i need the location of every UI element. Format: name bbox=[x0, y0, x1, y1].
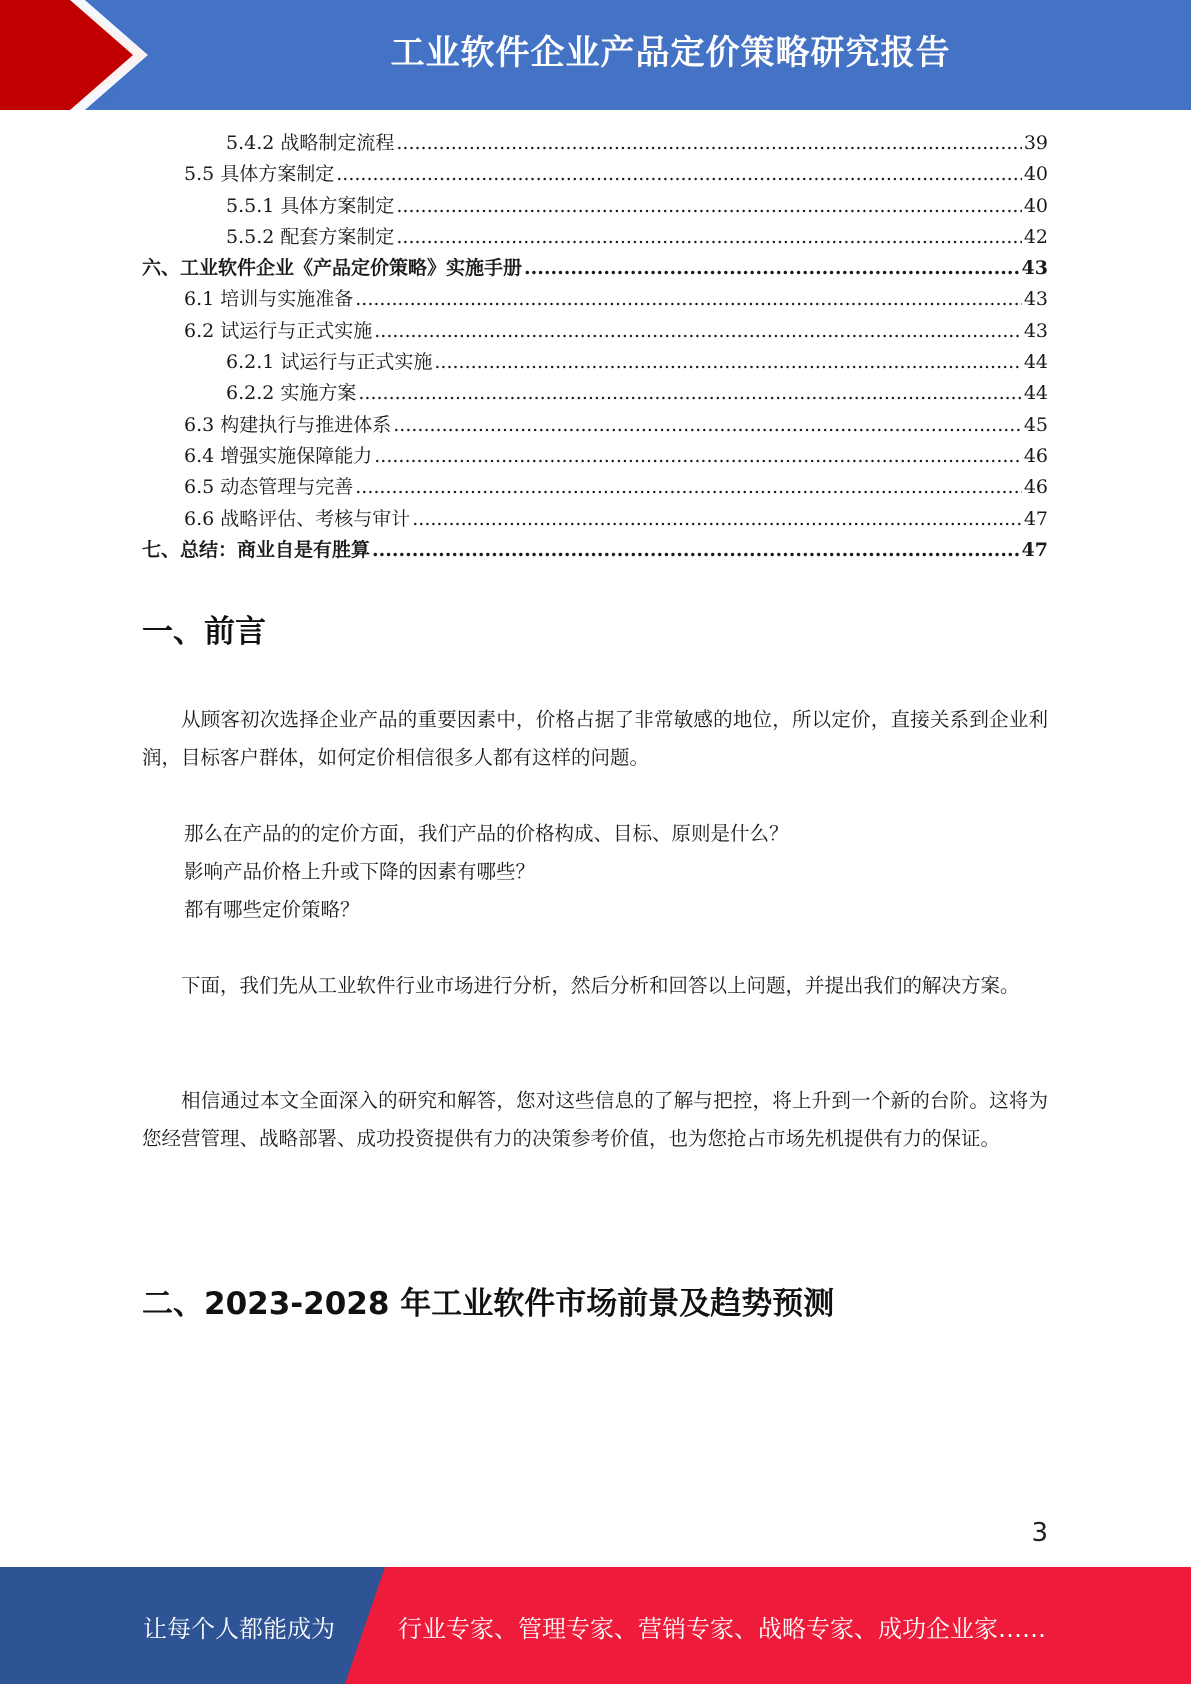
toc-leader-dots bbox=[396, 226, 1021, 248]
toc-entry[interactable] bbox=[142, 472, 1048, 503]
footer-slogan-right: 行业专家、管理专家、营销专家、战略专家、成功企业家…… bbox=[398, 1615, 1046, 1643]
toc-leader-dots bbox=[396, 195, 1021, 217]
toc-entry-page: 44 bbox=[1023, 382, 1048, 405]
toc-entry[interactable] bbox=[142, 191, 1048, 222]
footer-banner bbox=[0, 1567, 1191, 1684]
toc-leader-dots bbox=[412, 508, 1022, 530]
toc-entry[interactable] bbox=[142, 410, 1048, 441]
toc-leader-dots bbox=[396, 132, 1021, 154]
header-banner bbox=[0, 0, 1191, 110]
header-arrow-icon bbox=[0, 0, 160, 110]
toc-entry-label: 5.5.1 具体方案制定 bbox=[226, 194, 395, 217]
toc-leader-dots bbox=[355, 476, 1022, 498]
toc-entry-label: 6.5 动态管理与完善 bbox=[184, 476, 354, 499]
toc-entry-label: 6.3 构建执行与推进体系 bbox=[184, 413, 392, 436]
toc-entry-page: 43 bbox=[1023, 288, 1048, 311]
toc-entry-label: 6.1 培训与实施准备 bbox=[184, 288, 354, 311]
paragraph-approach: 下面，我们先从工业软件行业市场进行分析，然后分析和回答以上问题，并提出我们的解决方案。 bbox=[181, 974, 1020, 997]
toc-leader-dots bbox=[374, 320, 1022, 342]
paragraph-conclusion: 相信通过本文全面深入的研究和解答，您对这些信息的了解与把控，将上升到一个新的台阶。这将为您经营管理、战略部署、成功投资提供有力的决策参考价值，也为您抢占市场先机提供有力的保证。 bbox=[142, 1089, 1048, 1150]
toc-entry-label: 5.5.2 配套方案制定 bbox=[226, 225, 395, 248]
toc-entry-page: 40 bbox=[1023, 194, 1048, 217]
toc-entry[interactable] bbox=[142, 535, 1048, 566]
toc-entry[interactable] bbox=[142, 284, 1048, 315]
report-title: 工业软件企业产品定价策略研究报告 bbox=[390, 33, 951, 73]
toc-entry-label: 6.2 试运行与正式实施 bbox=[184, 319, 373, 342]
toc-entry-page: 39 bbox=[1023, 132, 1048, 154]
toc-leader-dots bbox=[393, 414, 1022, 436]
toc-entry[interactable] bbox=[142, 347, 1048, 378]
toc-leader-dots bbox=[336, 163, 1022, 185]
toc-entry[interactable] bbox=[142, 441, 1048, 472]
question-line-3: 都有哪些定价策略？ bbox=[184, 898, 360, 921]
toc-entry-label: 七、总结：商业自是有胜算 bbox=[142, 538, 371, 561]
toc-leader-dots bbox=[434, 351, 1021, 373]
toc-entry-page: 42 bbox=[1023, 225, 1048, 248]
toc-leader-dots bbox=[358, 382, 1021, 404]
toc-entry-page: 46 bbox=[1023, 444, 1048, 467]
toc-entry-label: 5.5 具体方案制定 bbox=[184, 163, 335, 186]
page-number: 3 bbox=[1031, 1518, 1048, 1548]
question-line-1: 那么在产品的的定价方面，我们产品的价格构成、目标、原则是什么？ bbox=[184, 822, 789, 845]
toc-entry-page: 47 bbox=[1023, 507, 1048, 530]
paragraph-intro: 从顾客初次选择企业产品的重要因素中，价格占据了非常敏感的地位，所以定价，直接关系到企业利润，目标客户群体，如何定价相信很多人都有这样的问题。 bbox=[142, 708, 1048, 769]
toc-entry-page: 43 bbox=[1021, 257, 1048, 280]
toc-entry-page: 40 bbox=[1023, 163, 1048, 186]
toc-entry[interactable] bbox=[142, 159, 1048, 190]
toc-entry-page: 45 bbox=[1023, 413, 1048, 436]
toc-entry[interactable] bbox=[142, 128, 1048, 159]
toc-entry-label: 6.2.2 实施方案 bbox=[226, 382, 357, 405]
toc-entry-label: 六、工业软件企业《产品定价策略》实施手册 bbox=[142, 257, 523, 280]
toc-entry-page: 43 bbox=[1023, 319, 1048, 342]
section-heading-preface: 一、前言 bbox=[142, 614, 266, 650]
toc-entry-label: 5.4.2 战略制定流程 bbox=[226, 132, 395, 154]
toc-entry-page: 47 bbox=[1021, 538, 1048, 561]
footer-slogan-left: 让每个人都能成为 bbox=[143, 1615, 335, 1643]
toc-leader-dots bbox=[355, 288, 1022, 310]
toc-entry[interactable] bbox=[142, 378, 1048, 409]
toc-entry[interactable] bbox=[142, 504, 1048, 535]
toc-entry[interactable] bbox=[142, 253, 1048, 284]
toc-entry-page: 44 bbox=[1023, 351, 1048, 374]
section-heading-market-outlook: 二、2023-2028 年工业软件市场前景及趋势预测 bbox=[142, 1286, 835, 1322]
toc-leader-dots bbox=[524, 257, 1020, 279]
toc-entry[interactable] bbox=[142, 316, 1048, 347]
toc-entry-page: 46 bbox=[1023, 476, 1048, 499]
question-line-2: 影响产品价格上升或下降的因素有哪些？ bbox=[184, 860, 536, 883]
toc-entry-label: 6.2.1 试运行与正式实施 bbox=[226, 351, 433, 374]
toc-entry-label: 6.4 增强实施保障能力 bbox=[184, 444, 373, 467]
toc-leader-dots bbox=[374, 445, 1022, 467]
toc-entry[interactable] bbox=[142, 222, 1048, 253]
table-of-contents bbox=[142, 128, 1048, 566]
toc-leader-dots bbox=[372, 539, 1020, 561]
toc-entry-label: 6.6 战略评估、考核与审计 bbox=[184, 507, 411, 530]
